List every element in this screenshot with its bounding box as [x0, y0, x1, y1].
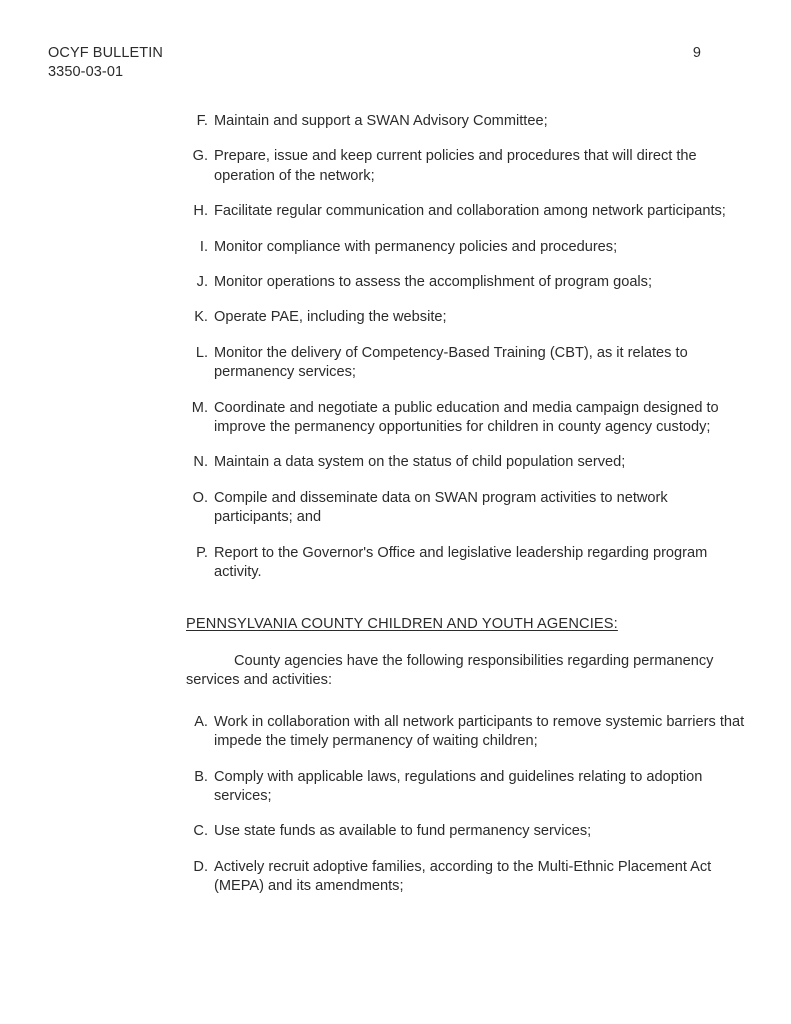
list-item — [186, 858, 746, 897]
list-item — [186, 147, 746, 186]
list-item-marker: F. — [196, 113, 208, 129]
list-item-marker: O. — [192, 489, 208, 506]
list-item — [186, 202, 746, 221]
list-item-marker: C. — [193, 823, 208, 840]
list-item — [186, 544, 746, 583]
section-heading-county-agencies: PENNSYLVANIA COUNTY CHILDREN AND YOUTH AGENCIES: — [186, 615, 618, 632]
list-item-marker: G. — [192, 148, 208, 165]
list-item-text: Comply with applicable laws, regulations and guidelines relating to adoption services; — [214, 768, 703, 804]
list-item-text: Report to the Governor's Office and legislative leadership regarding program activity. — [214, 544, 708, 581]
list-item-marker: J. — [196, 274, 208, 291]
list-item — [186, 308, 746, 327]
list-item — [186, 822, 746, 841]
page-header-row — [48, 44, 743, 82]
list-item-marker: P. — [196, 544, 208, 561]
section-heading-wrapper — [186, 583, 746, 634]
list-item-text: Coordinate and negotiate a public education and media campaign designed to improve the permanency opportunities for children in county agency custody; — [214, 399, 719, 436]
county-section-intro-paragraph: County agencies have the following responsibilities regarding permanency services and activities: — [186, 652, 714, 689]
page-header — [48, 44, 743, 82]
list-item-text: Monitor the delivery of Competency-Based Training (CBT), as it relates to permanency services; — [214, 344, 688, 381]
list-item — [186, 768, 746, 807]
list-item-text: Monitor compliance with permanency policies and procedures; — [214, 238, 618, 255]
list-item-marker: B. — [194, 768, 208, 785]
list-item-text: Actively recruit adoptive families, according to the Multi-Ethnic Placement Act (MEPA) and its amendments; — [214, 858, 712, 895]
list-item — [186, 399, 746, 438]
swan-responsibilities-list — [186, 112, 746, 583]
header-left-block — [48, 44, 163, 82]
list-item-marker: I. — [199, 238, 208, 255]
list-item-marker: N. — [193, 454, 208, 471]
list-item-text: Prepare, issue and keep current policies and procedures that will direct the operation of the network; — [214, 148, 697, 184]
document-body — [186, 112, 746, 897]
list-item — [186, 453, 746, 472]
list-item-text: Operate PAE, including the website; — [214, 309, 447, 326]
bulletin-title: OCYF BULLETIN — [48, 45, 163, 61]
list-item-text: Use state funds as available to fund permanency services; — [214, 823, 592, 840]
list-item — [186, 489, 746, 528]
list-item-marker: L. — [195, 344, 208, 361]
list-item-text: Work in collaboration with all network participants to remove systemic barriers that impede the timely permanency of waiting children; — [214, 713, 745, 750]
list-item-marker: K. — [194, 309, 208, 326]
list-item-text: Monitor operations to assess the accomplishment of program goals; — [214, 274, 653, 291]
list-item — [186, 238, 746, 257]
list-item — [186, 112, 746, 131]
list-item — [186, 273, 746, 292]
list-item-text: Facilitate regular communication and collaboration among network participants; — [214, 203, 726, 220]
bulletin-number: 3350-03-01 — [48, 64, 124, 80]
list-item-marker: M. — [191, 399, 208, 416]
page-number: 9 — [692, 45, 701, 61]
list-item-text: Compile and disseminate data on SWAN program activities to network participants; and — [214, 489, 668, 526]
list-item-marker: H. — [193, 203, 208, 220]
list-item-text: Maintain a data system on the status of child population served; — [214, 454, 626, 471]
county-responsibilities-list — [186, 713, 746, 897]
list-item — [186, 713, 746, 752]
list-item — [186, 344, 746, 383]
list-item-marker: D. — [193, 858, 208, 875]
list-item-text: Maintain and support a SWAN Advisory Committee; — [214, 113, 548, 129]
list-item-marker: A. — [194, 713, 208, 730]
